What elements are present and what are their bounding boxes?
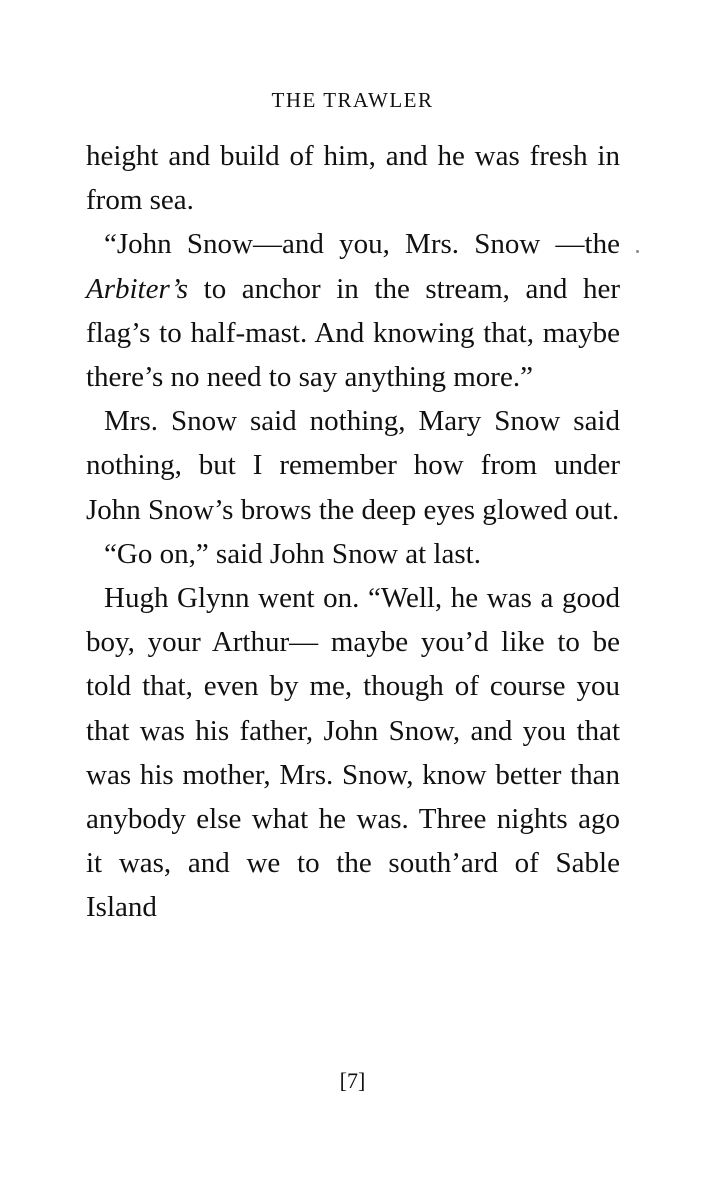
- text-run: “Go on,” said John Snow at last.: [104, 537, 481, 570]
- text-run: Hugh Glynn went on. “Well, he was a good boy, your Arthur— maybe you’d like to be told that, even by me, though of course you that was his father, John Snow, and you that was his mother, Mrs. Snow, know better than anybody else what he was. Three nights ago it was, and we to the south’ard of Sable Island: [86, 582, 620, 924]
- text-run: Mrs. Snow said nothing, Mary Snow said nothing, but I remember how from under John Snow’s brows the deep eyes glowed out.: [86, 405, 620, 526]
- text-run: “John Snow—and you, Mrs. Snow —the: [104, 228, 620, 261]
- paragraph: [86, 134, 620, 222]
- paragraph: [86, 532, 620, 576]
- running-head: THE TRAWLER: [271, 88, 434, 112]
- body-text: [86, 134, 620, 930]
- paragraph: [86, 222, 620, 399]
- paragraph: [86, 399, 620, 532]
- text-run: height and build of him, and he was fresh in from sea.: [86, 140, 620, 217]
- page-number: [7]: [339, 1068, 366, 1093]
- paragraph: [86, 576, 620, 930]
- ship-name-italic: Arbiter’s: [86, 272, 189, 305]
- text-run: to anchor in the stream, and her flag’s to half-mast. And knowing that, maybe there’s no need to say anything more.”: [86, 272, 620, 394]
- print-speck: [636, 250, 639, 253]
